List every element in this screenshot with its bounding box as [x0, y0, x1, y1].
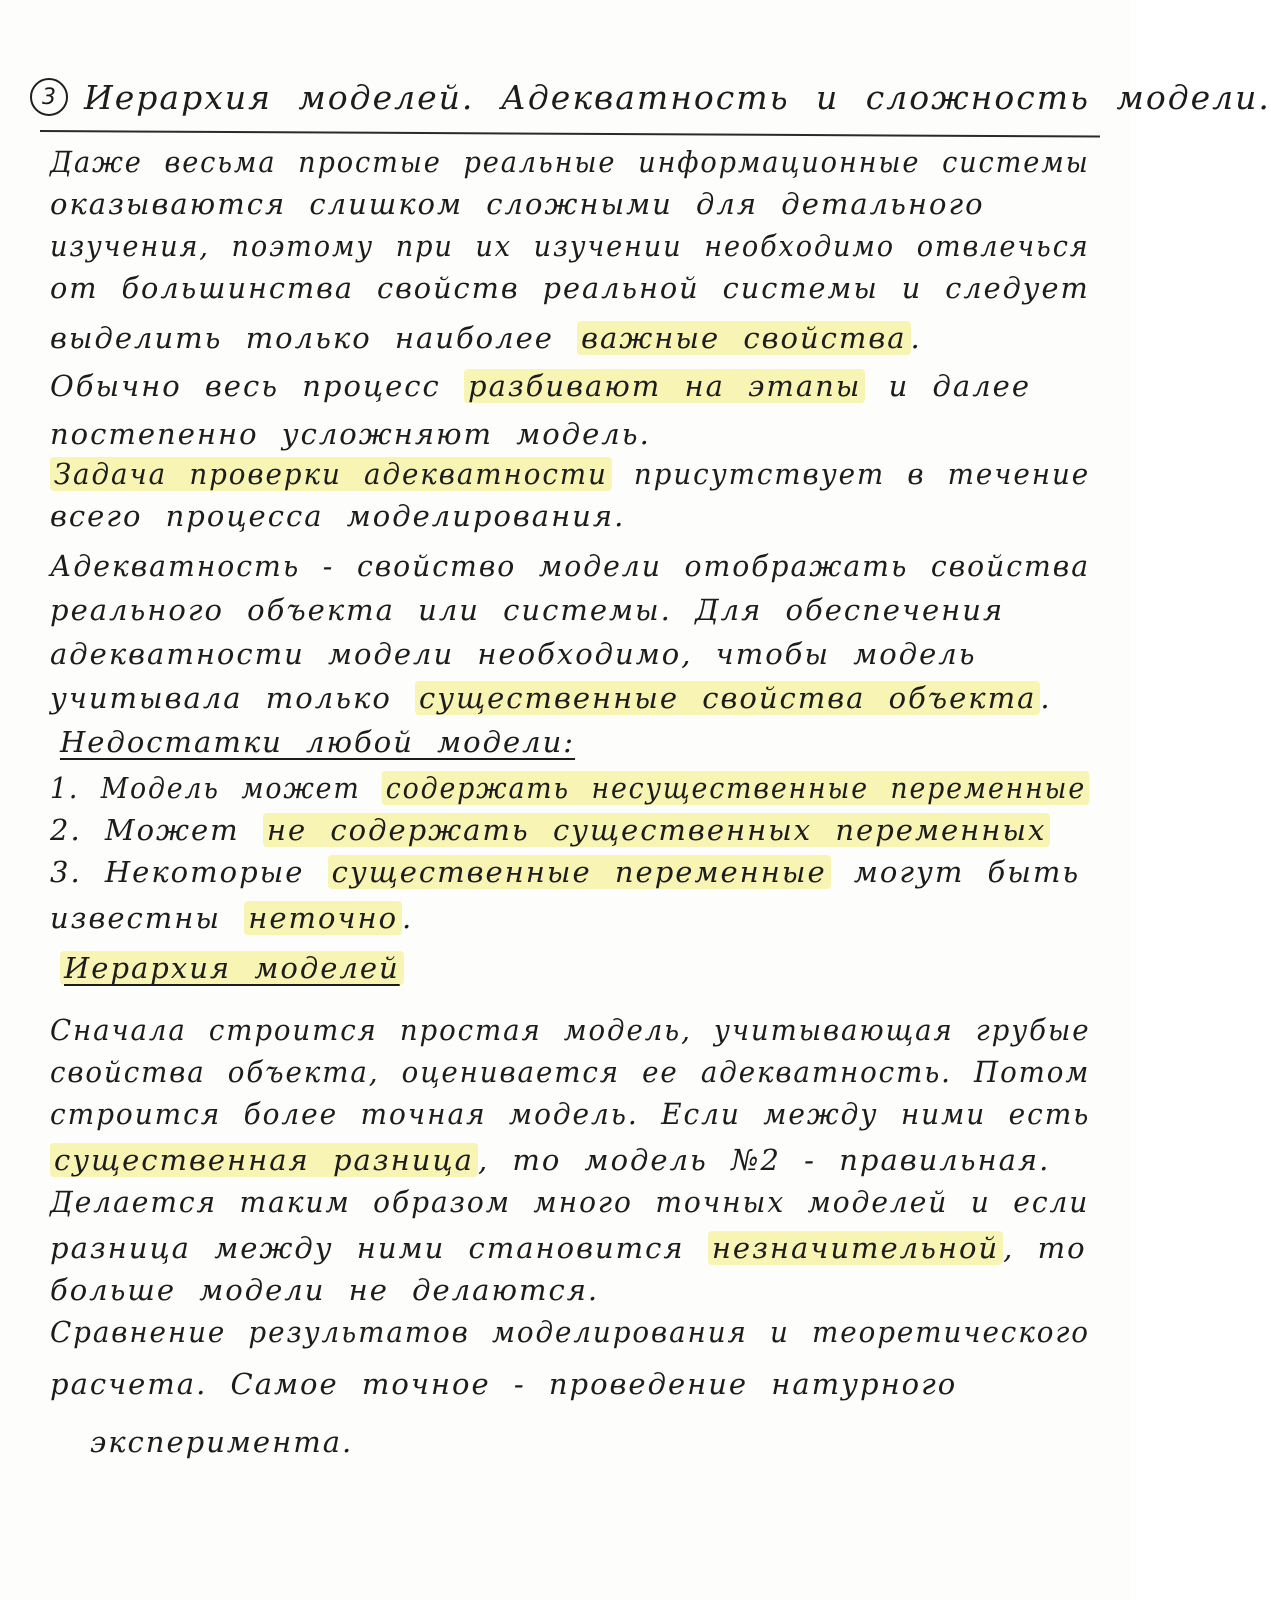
highlighted-text: не содержать существенных переменных: [263, 813, 1050, 847]
text-segment: Делается таким образом много точных моделей и если: [50, 1185, 1090, 1219]
text-segment: реального объекта или системы. Для обеспечения: [50, 593, 1005, 627]
text-segment: 1. Модель может: [50, 771, 383, 805]
text-segment: присутствует в течение: [611, 457, 1091, 491]
text-segment: Сначала строится простая модель, учитывающая грубые: [50, 1013, 1091, 1047]
text-line: [50, 1367, 958, 1401]
highlighted-text: важные свойства: [577, 321, 910, 355]
text-line: [50, 855, 1081, 889]
highlighted-text: существенные свойства объекта: [415, 681, 1040, 715]
text-line: [50, 681, 1052, 715]
highlighted-heading: Иерархия моделей: [60, 951, 404, 985]
text-line: [50, 271, 1090, 305]
text-line: [60, 951, 404, 985]
text-line: [50, 1273, 600, 1307]
text-line: [50, 1315, 1090, 1349]
text-line: [50, 457, 1091, 491]
text-segment: могут быть: [830, 855, 1081, 889]
text-line: [50, 1185, 1090, 1219]
text-segment: .: [1040, 681, 1052, 715]
text-line: [50, 417, 651, 451]
highlighted-text: разбивают на этапы: [464, 369, 865, 403]
text-segment: свойства объекта, оценивается ее адекватность. Потом: [50, 1055, 1091, 1089]
text-segment: выделить только наиболее: [50, 321, 578, 355]
text-line: [50, 1097, 1091, 1131]
text-segment: больше модели не делаются.: [50, 1273, 600, 1307]
section-number: 3: [30, 78, 68, 116]
page-title-row: [30, 72, 1271, 122]
text-segment: адекватности модели необходимо, чтобы модель: [50, 637, 977, 671]
text-segment: оказываются слишком сложными для детального: [50, 187, 985, 221]
text-segment: учитывала только: [50, 681, 416, 715]
text-segment: от большинства свойств реальной системы и следует: [50, 271, 1090, 305]
text-line: [50, 499, 626, 533]
text-line: [50, 1143, 1051, 1177]
text-segment: .: [910, 321, 922, 355]
text-line: [50, 593, 1005, 627]
text-segment: всего процесса моделирования.: [50, 499, 626, 533]
text-segment: Обычно весь процесс: [50, 369, 465, 403]
text-line: [50, 1055, 1091, 1089]
text-line: [50, 369, 1031, 403]
highlighted-text: незначительной: [708, 1231, 1003, 1265]
text-line: [50, 549, 1091, 583]
text-segment: , то модель №2 - правильная.: [477, 1143, 1051, 1177]
text-segment: 2. Может: [50, 813, 263, 847]
text-line: [50, 901, 414, 935]
text-segment: и далее: [865, 369, 1031, 403]
text-segment: постепенно усложняют модель.: [50, 417, 651, 451]
underlined-heading: Недостатки любой модели:: [60, 725, 576, 759]
highlighted-text: существенные переменные: [328, 855, 831, 889]
text-line: [90, 1425, 354, 1459]
text-line: [50, 187, 985, 221]
text-segment: .: [402, 901, 414, 935]
text-segment: 3. Некоторые: [50, 855, 328, 889]
text-segment: Даже весьма простые реальные информационные системы: [50, 145, 1090, 179]
text-line: [50, 321, 922, 355]
text-line: [50, 1013, 1091, 1047]
text-segment: изучения, поэтому при их изучении необходимо отвлечься: [50, 229, 1090, 263]
text-segment: эксперимента.: [90, 1425, 354, 1459]
text-line: [50, 813, 1050, 847]
title-underline: [40, 130, 1100, 138]
text-segment: разница между ними становится: [50, 1231, 708, 1265]
text-segment: известны: [50, 901, 245, 935]
text-segment: Сравнение результатов моделирования и теоретического: [50, 1315, 1090, 1349]
text-line: [50, 637, 977, 671]
text-segment: , то: [1003, 1231, 1087, 1265]
page-title: Иерархия моделей. Адекватность и сложность модели.: [84, 77, 1271, 117]
text-line: [60, 725, 576, 759]
text-segment: Адекватность - свойство модели отображать свойства: [50, 549, 1091, 583]
text-segment: строится более точная модель. Если между ними есть: [50, 1097, 1091, 1131]
text-line: [50, 1231, 1087, 1265]
highlighted-text: существенная разница: [50, 1143, 478, 1177]
text-line: [50, 229, 1090, 263]
text-segment: расчета. Самое точное - проведение натурного: [50, 1367, 958, 1401]
highlighted-text: содержать несущественные переменные: [382, 771, 1090, 805]
text-line: [50, 145, 1090, 179]
text-line: [50, 771, 1090, 805]
highlighted-text: Задача проверки адекватности: [50, 457, 612, 491]
highlighted-text: неточно: [244, 901, 402, 935]
